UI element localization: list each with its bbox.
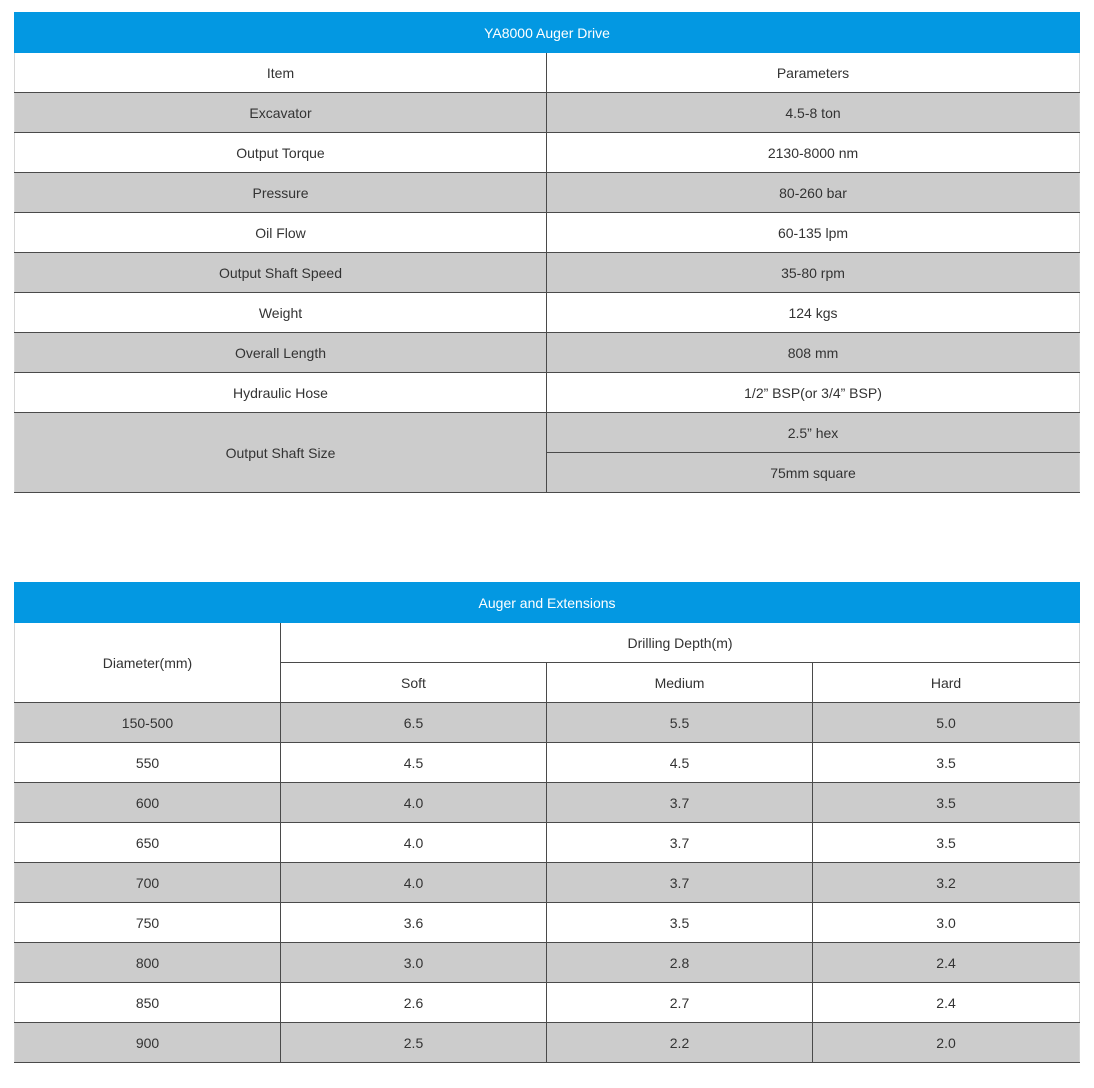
spec-value: 1/2” BSP(or 3/4” BSP): [547, 373, 1080, 413]
table-row: [15, 373, 1080, 413]
table-row: [15, 823, 1080, 863]
hard-cell: 3.5: [813, 743, 1080, 783]
soft-cell: 3.6: [281, 903, 547, 943]
medium-cell: 3.5: [547, 903, 813, 943]
table-row: [15, 983, 1080, 1023]
diameter-cell: 750: [15, 903, 281, 943]
diameter-cell: 550: [15, 743, 281, 783]
soft-cell: 3.0: [281, 943, 547, 983]
hard-cell: 2.0: [813, 1023, 1080, 1063]
table-row: [15, 1023, 1080, 1063]
diameter-cell: 900: [15, 1023, 281, 1063]
table-title: YA8000 Auger Drive: [15, 13, 1080, 53]
auger-extensions-table: [14, 582, 1080, 1063]
column-header-parameters: Parameters: [547, 53, 1080, 93]
medium-cell: 5.5: [547, 703, 813, 743]
hard-cell: 2.4: [813, 983, 1080, 1023]
spec-value: 75mm square: [547, 453, 1080, 493]
soft-cell: 4.0: [281, 823, 547, 863]
soft-cell: 4.0: [281, 783, 547, 823]
diameter-cell: 800: [15, 943, 281, 983]
soft-cell: 2.5: [281, 1023, 547, 1063]
spec-item: Overall Length: [15, 333, 547, 373]
table-row: [15, 93, 1080, 133]
column-header-soft: Soft: [281, 663, 547, 703]
spec-value: 2.5” hex: [547, 413, 1080, 453]
spec-value: 60-135 lpm: [547, 213, 1080, 253]
soft-cell: 4.0: [281, 863, 547, 903]
spec-value: 2130-8000 nm: [547, 133, 1080, 173]
table-caption-row: [15, 13, 1080, 53]
table-row: [15, 213, 1080, 253]
diameter-cell: 150-500: [15, 703, 281, 743]
table-row: [15, 783, 1080, 823]
spec-item: Excavator: [15, 93, 547, 133]
spec-value: 808 mm: [547, 333, 1080, 373]
spec-value: 80-260 bar: [547, 173, 1080, 213]
table-row: [15, 173, 1080, 213]
column-header-medium: Medium: [547, 663, 813, 703]
hard-cell: 3.2: [813, 863, 1080, 903]
soft-cell: 4.5: [281, 743, 547, 783]
spec-item: Hydraulic Hose: [15, 373, 547, 413]
hard-cell: 3.5: [813, 823, 1080, 863]
medium-cell: 2.2: [547, 1023, 813, 1063]
medium-cell: 4.5: [547, 743, 813, 783]
spec-value: 124 kgs: [547, 293, 1080, 333]
column-header-hard: Hard: [813, 663, 1080, 703]
table-row: [15, 133, 1080, 173]
medium-cell: 3.7: [547, 863, 813, 903]
spec-value: 4.5-8 ton: [547, 93, 1080, 133]
medium-cell: 2.8: [547, 943, 813, 983]
table-header-row: [15, 53, 1080, 93]
hard-cell: 5.0: [813, 703, 1080, 743]
column-header-item: Item: [15, 53, 547, 93]
diameter-cell: 850: [15, 983, 281, 1023]
spec-item: Output Torque: [15, 133, 547, 173]
table-row: [15, 333, 1080, 373]
auger-drive-spec-table: [14, 12, 1080, 493]
spec-item: Oil Flow: [15, 213, 547, 253]
table-header-row: [15, 623, 1080, 663]
table-title: Auger and Extensions: [15, 583, 1080, 623]
soft-cell: 6.5: [281, 703, 547, 743]
column-header-drilling-depth: Drilling Depth(m): [281, 623, 1080, 663]
table-caption-row: [15, 583, 1080, 623]
diameter-cell: 650: [15, 823, 281, 863]
medium-cell: 2.7: [547, 983, 813, 1023]
spec-item: Pressure: [15, 173, 547, 213]
table-row: [15, 293, 1080, 333]
table-row: [15, 413, 1080, 453]
spec-item: Output Shaft Size: [15, 413, 547, 493]
diameter-cell: 700: [15, 863, 281, 903]
table-row: [15, 703, 1080, 743]
table-row: [15, 903, 1080, 943]
column-header-diameter: Diameter(mm): [15, 623, 281, 703]
medium-cell: 3.7: [547, 783, 813, 823]
table-row: [15, 743, 1080, 783]
hard-cell: 2.4: [813, 943, 1080, 983]
spec-value: 35-80 rpm: [547, 253, 1080, 293]
table-row: [15, 863, 1080, 903]
diameter-cell: 600: [15, 783, 281, 823]
soft-cell: 2.6: [281, 983, 547, 1023]
hard-cell: 3.5: [813, 783, 1080, 823]
table-row: [15, 943, 1080, 983]
spec-item: Weight: [15, 293, 547, 333]
medium-cell: 3.7: [547, 823, 813, 863]
hard-cell: 3.0: [813, 903, 1080, 943]
spec-item: Output Shaft Speed: [15, 253, 547, 293]
table-row: [15, 253, 1080, 293]
